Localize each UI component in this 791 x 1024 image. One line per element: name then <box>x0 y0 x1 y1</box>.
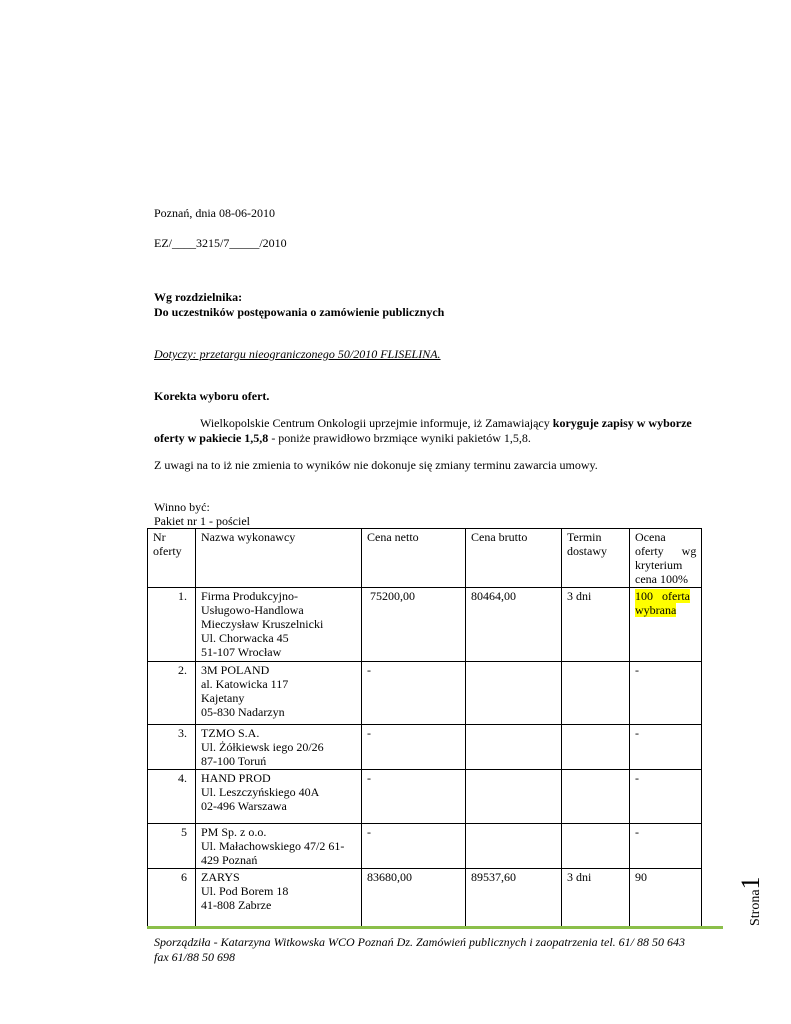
cell-brutto <box>466 662 562 725</box>
cell-netto: - <box>362 824 466 869</box>
date-line: Poznań, dnia 08-06-2010 <box>154 206 275 220</box>
cell-name-line: Ul. Chorwacka 45 <box>201 631 289 645</box>
header-ocena-line: oferty wg <box>635 544 697 558</box>
table-row <box>148 725 702 770</box>
winno-label: Winno być: <box>154 500 210 514</box>
header-nr-line: Nr <box>153 530 166 544</box>
cell-name <box>196 770 362 824</box>
cell-netto: 75200,00 <box>362 588 466 662</box>
reference-number: EZ/____3215/7_____/2010 <box>154 236 287 250</box>
cell-ocena-line: - <box>635 825 639 839</box>
header-nr-line: oferty <box>153 544 182 558</box>
cell-ocena-line: - <box>635 771 639 785</box>
cell-name-line: 51-107 Wrocław <box>201 645 282 659</box>
cell-name-line: Ul. Pod Borem 18 <box>201 884 289 898</box>
cell-nr: 5 <box>148 824 196 869</box>
page-number-block <box>718 868 778 928</box>
cell-ocena <box>630 725 702 770</box>
cell-termin <box>562 824 630 869</box>
cell-brutto <box>466 725 562 770</box>
cell-brutto <box>466 770 562 824</box>
cell-netto: - <box>362 662 466 725</box>
header-termin-line: dostawy <box>567 544 607 558</box>
cell-name-line: 429 Poznań <box>201 853 258 867</box>
cell-brutto: 80464,00 <box>466 588 562 662</box>
subject-line: Dotyczy: przetargu nieograniczonego 50/2010 FLISELINA. <box>154 347 441 361</box>
footer-rule <box>147 926 723 929</box>
cell-name-line: Firma Produkcyjno- <box>201 589 298 603</box>
header-termin <box>562 529 630 588</box>
cell-ocena-line: - <box>635 663 639 677</box>
header-ocena-line: Ocena <box>635 530 666 544</box>
cell-name-line: HAND PROD <box>201 771 271 785</box>
cell-name-line: 3M POLAND <box>201 663 270 677</box>
cell-name <box>196 662 362 725</box>
cell-name-line: 41-808 Zabrze <box>201 898 272 912</box>
cell-netto: - <box>362 770 466 824</box>
section-heading: Korekta wyboru ofert. <box>154 389 270 403</box>
table-row <box>148 770 702 824</box>
results-table-body <box>148 529 702 927</box>
table-row <box>148 824 702 869</box>
cell-brutto: 89537,60 <box>466 869 562 927</box>
cell-name-line: 05-830 Nadarzyn <box>201 705 285 719</box>
cell-name-line: Ul. Leszczyńskiego 40A <box>201 785 320 799</box>
paragraph-1-line-1 <box>200 416 692 430</box>
results-table <box>147 528 702 927</box>
cell-name <box>196 588 362 662</box>
cell-name-line: Mieczysław Kruszelnicki <box>201 617 324 631</box>
cell-termin <box>562 725 630 770</box>
header-nr <box>148 529 196 588</box>
cell-ocena <box>630 588 702 662</box>
cell-ocena-highlight: wybrana <box>635 603 677 617</box>
cell-name-line: Ul. Żółkiewsk iego 20/26 <box>201 740 324 754</box>
cell-ocena <box>630 770 702 824</box>
header-ocena-line: cena 100% <box>635 572 688 586</box>
cell-name-line: PM Sp. z o.o. <box>201 825 267 839</box>
cell-name <box>196 869 362 927</box>
header-ocena <box>630 529 702 588</box>
cell-netto: 83680,00 <box>362 869 466 927</box>
addressee-line-2: Do uczestników postępowania o zamówienie publicznych <box>154 305 445 319</box>
header-ocena-line: kryterium <box>635 558 683 572</box>
paragraph-1-line-2 <box>154 431 531 445</box>
cell-name-line: 87-100 Toruń <box>201 754 267 768</box>
cell-termin <box>562 662 630 725</box>
cell-name-line: Usługowo-Handlowa <box>201 603 304 617</box>
table-row <box>148 869 702 927</box>
page-label: Strona <box>748 889 763 926</box>
paragraph-1-text-a: Wielkopolskie Centrum Onkologii uprzejmie informuje, iż Zamawiający <box>200 416 553 430</box>
cell-name-line: al. Katowicka 117 <box>201 677 289 691</box>
footer-line-1: Sporządziła - Katarzyna Witkowska WCO Poznań Dz. Zamówień publicznych i zaopatrzenia tel. 61/ 88 50 643 <box>154 935 685 949</box>
cell-ocena <box>630 662 702 725</box>
cell-name-line: Kajetany <box>201 691 245 705</box>
addressee-line-1: Wg rozdzielnika: <box>154 290 243 304</box>
cell-ocena-line: - <box>635 726 639 740</box>
page-number: 1 <box>736 876 765 890</box>
cell-ocena-highlight: 100 oferta <box>635 589 690 603</box>
cell-ocena-line: 90 <box>635 870 647 884</box>
cell-name-line: Ul. Małachowskiego 47/2 61- <box>201 839 345 853</box>
paragraph-1-text-b: koryguje zapisy w wyborze <box>552 416 692 430</box>
cell-name-line: TZMO S.A. <box>201 726 260 740</box>
cell-name-line: 02-496 Warszawa <box>201 799 287 813</box>
table-row <box>148 662 702 725</box>
cell-nr: 3. <box>148 725 196 770</box>
header-netto: Cena netto <box>362 529 466 588</box>
cell-nr: 2. <box>148 662 196 725</box>
cell-nr: 1. <box>148 588 196 662</box>
cell-name <box>196 725 362 770</box>
header-name: Nazwa wykonawcy <box>196 529 362 588</box>
cell-termin <box>562 770 630 824</box>
cell-termin: 3 dni <box>562 588 630 662</box>
cell-name <box>196 824 362 869</box>
header-brutto: Cena brutto <box>466 529 562 588</box>
footer-line-2: fax 61/88 50 698 <box>154 950 235 964</box>
paragraph-1-text-d: - poniże prawidłowo brzmiące wyniki pakietów 1,5,8. <box>268 431 531 445</box>
cell-nr: 4. <box>148 770 196 824</box>
header-termin-line: Termin <box>567 530 602 544</box>
paragraph-2: Z uwagi na to iż nie zmienia to wyników nie dokonuje się zmiany terminu zawarcia umowy. <box>154 458 598 472</box>
pakiet-label: Pakiet nr 1 - pościel <box>154 514 250 528</box>
cell-name-line: ZARYS <box>201 870 240 884</box>
cell-ocena-line <box>635 603 696 617</box>
paragraph-1-text-c: oferty w pakiecie 1,5,8 <box>154 431 269 445</box>
table-row <box>148 588 702 662</box>
cell-termin: 3 dni <box>562 869 630 927</box>
cell-ocena <box>630 869 702 927</box>
cell-nr: 6 <box>148 869 196 927</box>
table-header-row <box>148 529 702 588</box>
cell-netto: - <box>362 725 466 770</box>
cell-ocena-line <box>635 589 696 603</box>
cell-ocena <box>630 824 702 869</box>
cell-brutto <box>466 824 562 869</box>
